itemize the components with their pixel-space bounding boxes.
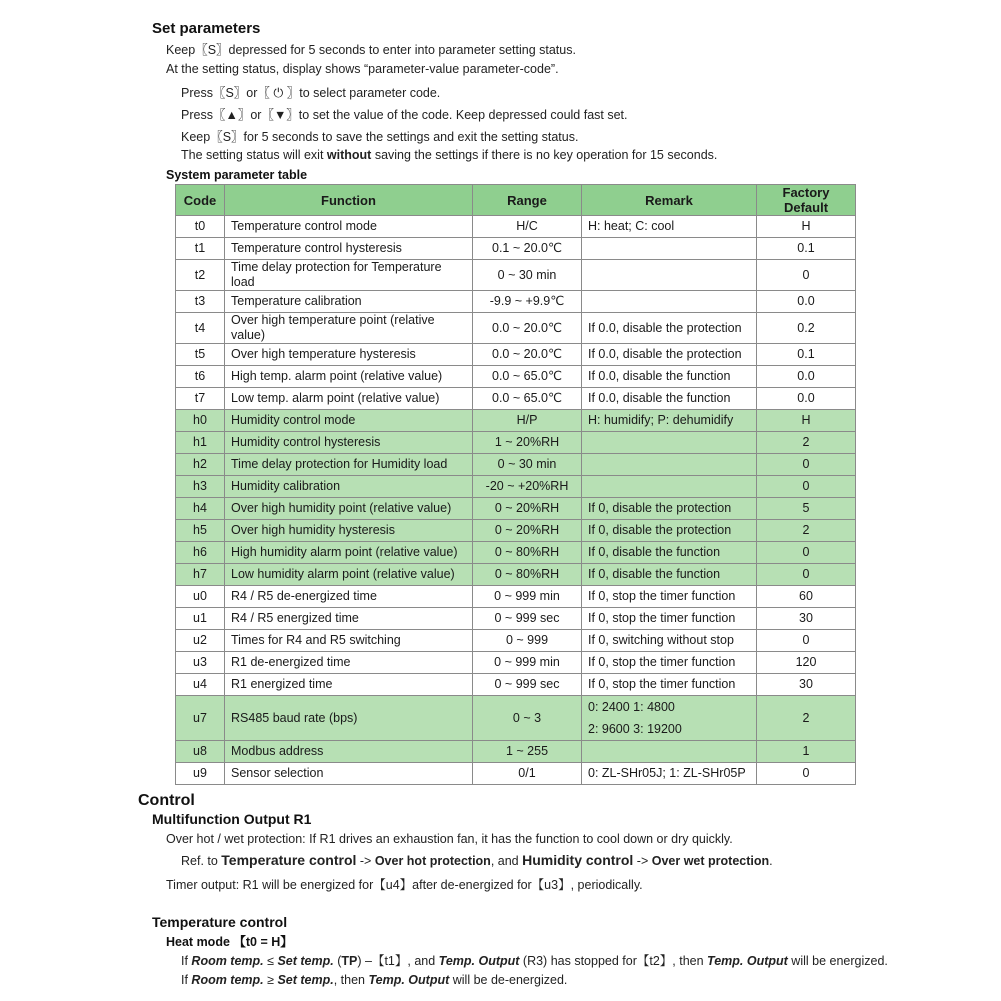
- cell-factory-default: 0.2: [757, 313, 856, 344]
- cell-remark: If 0, disable the function: [582, 542, 757, 564]
- cell-function: Time delay protection for Temperature load: [225, 260, 473, 291]
- table-row: [176, 388, 856, 410]
- cell-function: Over high temperature hysteresis: [225, 344, 473, 366]
- cell-code: h7: [176, 564, 225, 586]
- r1-heading: Multifunction Output R1: [152, 811, 312, 827]
- table-row: [176, 432, 856, 454]
- table-row: [176, 586, 856, 608]
- table-row: [176, 564, 856, 586]
- r1-ref-line: [181, 852, 773, 868]
- h1-room-temp: Room temp.: [191, 954, 264, 968]
- line-6-post: saving the settings if there is no key operation for 15 seconds.: [371, 148, 718, 162]
- table-row: [176, 608, 856, 630]
- cell-function: R1 energized time: [225, 674, 473, 696]
- cell-code: t7: [176, 388, 225, 410]
- cell-function: High humidity alarm point (relative value): [225, 542, 473, 564]
- heat-mode-line-1: [181, 951, 888, 969]
- cell-range: H/C: [473, 216, 582, 238]
- cell-range: 0 ~ 80%RH: [473, 564, 582, 586]
- cell-range: 0 ~ 80%RH: [473, 542, 582, 564]
- cell-range: 0/1: [473, 763, 582, 785]
- cell-factory-default: H: [757, 410, 856, 432]
- table-header-row: [176, 185, 856, 216]
- cell-factory-default: 0.0: [757, 388, 856, 410]
- cell-function: Over high humidity point (relative value): [225, 498, 473, 520]
- cell-range: 1 ~ 20%RH: [473, 432, 582, 454]
- table-row: [176, 674, 856, 696]
- cell-factory-default: 0: [757, 260, 856, 291]
- set-param-line-5: Keep〖S〗for 5 seconds to save the settings and exit the setting status.: [181, 130, 579, 144]
- h1-tp: TP: [341, 954, 358, 968]
- cell-range: 0.1 ~ 20.0℃: [473, 238, 582, 260]
- cell-remark: H: heat; C: cool: [582, 216, 757, 238]
- set-parameters-heading: Set parameters: [152, 20, 261, 37]
- h1-set-temp: Set temp.: [277, 954, 334, 968]
- cell-remark: [582, 476, 757, 498]
- cell-function: Low temp. alarm point (relative value): [225, 388, 473, 410]
- cell-factory-default: 0: [757, 542, 856, 564]
- cell-factory-default: 5: [757, 498, 856, 520]
- cell-code: t1: [176, 238, 225, 260]
- cell-remark: If 0.0, disable the protection: [582, 344, 757, 366]
- table-row: [176, 741, 856, 763]
- cell-range: 0.0 ~ 20.0℃: [473, 313, 582, 344]
- cell-range: 0 ~ 999 min: [473, 586, 582, 608]
- cell-factory-default: 2: [757, 520, 856, 542]
- table-row: [176, 366, 856, 388]
- cell-code: t2: [176, 260, 225, 291]
- cell-code: u2: [176, 630, 225, 652]
- cell-function: Humidity control mode: [225, 410, 473, 432]
- cell-code: u3: [176, 652, 225, 674]
- cell-remark: [582, 238, 757, 260]
- cell-range: -9.9 ~ +9.9℃: [473, 291, 582, 313]
- temperature-control-heading: Temperature control: [152, 914, 288, 930]
- r1-line-1: Over hot / wet protection: If R1 drives an exhaustion fan, it has the function to cool down or dry quickly.: [166, 832, 733, 846]
- cell-code: u8: [176, 741, 225, 763]
- table-row: [176, 313, 856, 344]
- cell-function: R4 / R5 de-energized time: [225, 586, 473, 608]
- cell-function: Temperature control hysteresis: [225, 238, 473, 260]
- set-param-line-6: [181, 148, 717, 162]
- h2-c: ≥: [263, 973, 278, 987]
- cell-code: u1: [176, 608, 225, 630]
- table-row: [176, 498, 856, 520]
- line-6-bold: without: [326, 148, 372, 162]
- table-row: [176, 652, 856, 674]
- h2-e: , then: [333, 973, 369, 987]
- set-param-line-4: Press〖▲〗or〖▼〗to set the value of the code. Keep depressed could fast set.: [181, 108, 628, 122]
- cell-factory-default: 0: [757, 454, 856, 476]
- cell-remark: H: humidify; P: dehumidify: [582, 410, 757, 432]
- cell-code: t3: [176, 291, 225, 313]
- system-parameter-table-title: System parameter table: [166, 168, 308, 182]
- col-header-range: Range: [473, 185, 582, 216]
- cell-code: h4: [176, 498, 225, 520]
- cell-remark: [582, 432, 757, 454]
- set-param-line-2: At the setting status, display shows “parameter-value parameter-code”.: [166, 62, 559, 76]
- cell-function: Low humidity alarm point (relative value): [225, 564, 473, 586]
- cell-code: u0: [176, 586, 225, 608]
- cell-code: h6: [176, 542, 225, 564]
- cell-code: h0: [176, 410, 225, 432]
- cell-code: h2: [176, 454, 225, 476]
- cell-remark: [582, 291, 757, 313]
- cell-code: u7: [176, 696, 225, 741]
- h1-a: If: [181, 954, 192, 968]
- ref-humidity-control: Humidity control: [522, 852, 634, 868]
- cell-remark: If 0, disable the function: [582, 564, 757, 586]
- cell-function: Times for R4 and R5 switching: [225, 630, 473, 652]
- table-row: [176, 630, 856, 652]
- cell-remark: If 0.0, disable the protection: [582, 313, 757, 344]
- cell-function: Humidity calibration: [225, 476, 473, 498]
- h2-g: will be de-energized.: [449, 973, 568, 987]
- cell-factory-default: 0: [757, 476, 856, 498]
- cell-remark: [582, 454, 757, 476]
- table-row: [176, 238, 856, 260]
- h2-a: If: [181, 973, 192, 987]
- cell-factory-default: 0: [757, 630, 856, 652]
- heat-mode-line-2: [181, 973, 567, 987]
- cell-function: Sensor selection: [225, 763, 473, 785]
- cell-factory-default: 2: [757, 696, 856, 741]
- table-body: [176, 216, 856, 785]
- cell-factory-default: 60: [757, 586, 856, 608]
- cell-range: 0 ~ 999 min: [473, 652, 582, 674]
- cell-function: Temperature calibration: [225, 291, 473, 313]
- cell-factory-default: 0: [757, 564, 856, 586]
- col-header-code: Code: [176, 185, 225, 216]
- cell-function: R1 de-energized time: [225, 652, 473, 674]
- cell-remark: If 0, disable the protection: [582, 520, 757, 542]
- cell-function: Modbus address: [225, 741, 473, 763]
- cell-function: Temperature control mode: [225, 216, 473, 238]
- cell-factory-default: 0.0: [757, 291, 856, 313]
- cell-factory-default: 120: [757, 652, 856, 674]
- cell-remark: [582, 741, 757, 763]
- cell-factory-default: 0.0: [757, 366, 856, 388]
- cell-range: H/P: [473, 410, 582, 432]
- cell-function: Time delay protection for Humidity load: [225, 454, 473, 476]
- cell-range: 0.0 ~ 65.0℃: [473, 388, 582, 410]
- cell-function: Over high temperature point (relative value): [225, 313, 473, 344]
- cell-remark: If 0.0, disable the function: [582, 366, 757, 388]
- table-row: [176, 216, 856, 238]
- table-row: [176, 454, 856, 476]
- h1-e: (: [333, 954, 342, 968]
- set-param-line-3: Press〖S〗or〖 ⏻ 〗to select parameter code.: [181, 86, 441, 100]
- table-row: [176, 476, 856, 498]
- cell-remark: 0: ZL-SHr05J; 1: ZL-SHr05P: [582, 763, 757, 785]
- cell-range: 0 ~ 30 min: [473, 260, 582, 291]
- table-row: [176, 344, 856, 366]
- cell-factory-default: H: [757, 216, 856, 238]
- cell-function: Humidity control hysteresis: [225, 432, 473, 454]
- cell-remark: If 0, stop the timer function: [582, 652, 757, 674]
- h1-temp-output: Temp. Output: [438, 954, 520, 968]
- cell-range: 0 ~ 999 sec: [473, 674, 582, 696]
- ref-over-wet: Over wet protection: [651, 854, 770, 868]
- ref-pre: Ref. to: [181, 854, 222, 868]
- table-row: [176, 520, 856, 542]
- cell-range: 0.0 ~ 20.0℃: [473, 344, 582, 366]
- heat-mode-heading: Heat mode 【t0 = H】: [166, 935, 293, 949]
- cell-factory-default: 30: [757, 608, 856, 630]
- col-header-function: Function: [225, 185, 473, 216]
- cell-code: h5: [176, 520, 225, 542]
- cell-range: 0 ~ 30 min: [473, 454, 582, 476]
- ref-arrow-2: ->: [633, 854, 652, 868]
- cell-range: 0 ~ 20%RH: [473, 498, 582, 520]
- set-param-line-1: Keep〖S〗depressed for 5 seconds to enter into parameter setting status.: [166, 43, 576, 57]
- cell-remark: If 0, disable the protection: [582, 498, 757, 520]
- ref-temperature-control: Temperature control: [221, 852, 357, 868]
- h1-k: will be energized.: [787, 954, 888, 968]
- h2-set-temp: Set temp.: [277, 973, 334, 987]
- cell-range: 0 ~ 999 sec: [473, 608, 582, 630]
- h1-temp-output-2: Temp. Output: [707, 954, 788, 968]
- cell-range: 0 ~ 3: [473, 696, 582, 741]
- cell-code: t4: [176, 313, 225, 344]
- timer-output-line: Timer output: R1 will be energized for【u4】after de-energized for【u3】, periodically.: [166, 878, 643, 892]
- ref-arrow-1: ->: [356, 854, 375, 868]
- table-row: [176, 542, 856, 564]
- cell-remark: If 0, stop the timer function: [582, 586, 757, 608]
- col-header-factory-default: Factory Default: [757, 185, 856, 216]
- cell-factory-default: 30: [757, 674, 856, 696]
- cell-code: t0: [176, 216, 225, 238]
- cell-function: High temp. alarm point (relative value): [225, 366, 473, 388]
- cell-factory-default: 0: [757, 763, 856, 785]
- h2-temp-output: Temp. Output: [368, 973, 450, 987]
- cell-function: RS485 baud rate (bps): [225, 696, 473, 741]
- cell-range: -20 ~ +20%RH: [473, 476, 582, 498]
- cell-range: 1 ~ 255: [473, 741, 582, 763]
- remark-line-1: 0: 2400 1: 4800: [588, 700, 675, 714]
- line-6-pre: The setting status will exit: [181, 148, 327, 162]
- cell-code: h3: [176, 476, 225, 498]
- cell-code: u4: [176, 674, 225, 696]
- h2-room-temp: Room temp.: [191, 973, 264, 987]
- table-row: [176, 291, 856, 313]
- cell-code: h1: [176, 432, 225, 454]
- cell-remark: If 0, stop the timer function: [582, 674, 757, 696]
- cell-remark: If 0, switching without stop: [582, 630, 757, 652]
- cell-code: t5: [176, 344, 225, 366]
- cell-range: 0 ~ 20%RH: [473, 520, 582, 542]
- cell-code: u9: [176, 763, 225, 785]
- h1-g: ) –【t1】, and: [357, 954, 439, 968]
- cell-factory-default: 1: [757, 741, 856, 763]
- ref-over-hot: Over hot protection: [374, 854, 491, 868]
- table-row: [176, 260, 856, 291]
- cell-factory-default: 0.1: [757, 344, 856, 366]
- cell-factory-default: 2: [757, 432, 856, 454]
- cell-range: 0.0 ~ 65.0℃: [473, 366, 582, 388]
- ref-and: , and: [490, 854, 523, 868]
- h1-i: (R3) has stopped for【t2】, then: [519, 954, 708, 968]
- cell-remark: [582, 260, 757, 291]
- control-heading: Control: [138, 792, 195, 809]
- table-row: [176, 763, 856, 785]
- h1-c: ≤: [263, 954, 278, 968]
- remark-line-2: 2: 9600 3: 19200: [588, 722, 682, 736]
- table-row: [176, 410, 856, 432]
- cell-remark: If 0.0, disable the function: [582, 388, 757, 410]
- cell-function: Over high humidity hysteresis: [225, 520, 473, 542]
- cell-remark: If 0, stop the timer function: [582, 608, 757, 630]
- cell-remark: [582, 696, 757, 741]
- cell-code: t6: [176, 366, 225, 388]
- col-header-remark: Remark: [582, 185, 757, 216]
- cell-factory-default: 0.1: [757, 238, 856, 260]
- system-parameter-table: [175, 184, 856, 785]
- ref-end: .: [769, 854, 773, 868]
- cell-range: 0 ~ 999: [473, 630, 582, 652]
- cell-function: R4 / R5 energized time: [225, 608, 473, 630]
- table-row: [176, 696, 856, 741]
